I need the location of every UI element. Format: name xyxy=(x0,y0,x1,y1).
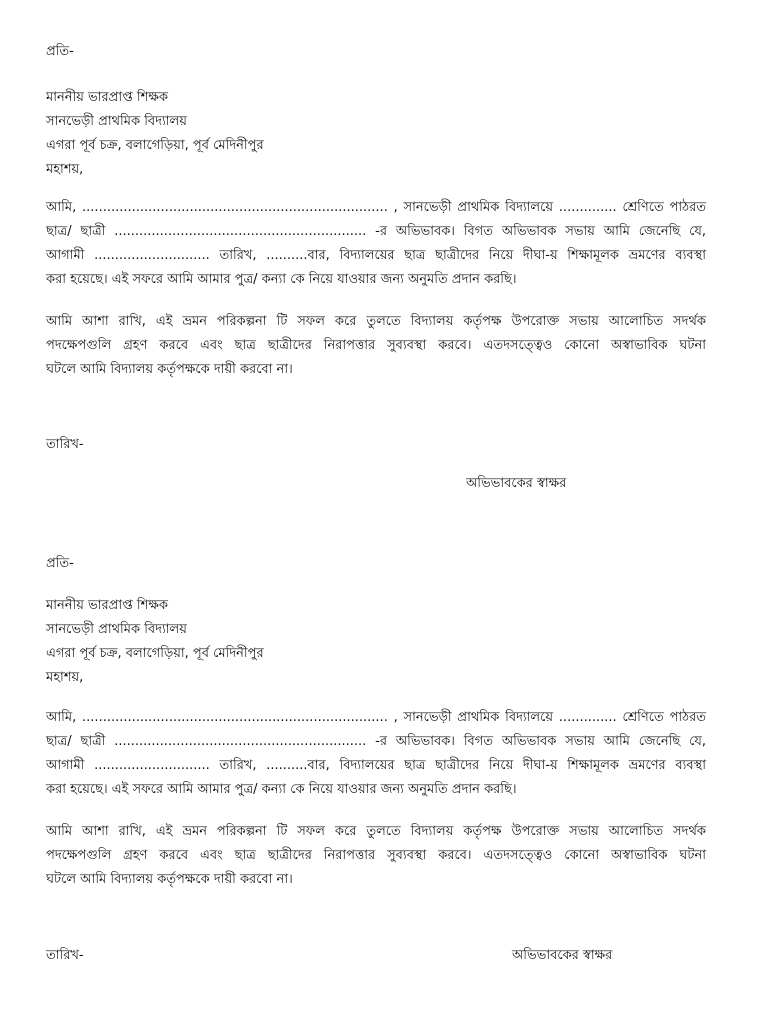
date-label: তারিখ- xyxy=(46,437,84,452)
address-line: সানভেড়ী প্রাথমিক বিদ্যালয় xyxy=(46,114,187,129)
address-line: মাননীয় ভারপ্রাপ্ত শিক্ষক xyxy=(46,90,168,105)
paragraph1-line: করা হয়েছে। এই সফরে আমি আমার পুত্র/ কন্যা কে নিয়ে যাওয়ার জন্য অনুমতি প্রদান করছি। xyxy=(46,782,517,797)
paragraph2-line: আমি আশা রাখি, এই ভ্রমন পরিকল্পনা টি সফল করে তুলতে বিদ্যালয় কর্তৃপক্ষ উপরোক্ত সভায় আলোচিত সদর্থক xyxy=(46,824,706,839)
date-label: তারিখ- xyxy=(46,948,84,963)
paragraph2-line: ঘটলে আমি বিদ্যালয় কর্তৃপক্ষকে দায়ী করবো না। xyxy=(46,872,293,887)
paragraph1-line: আগামী ............................ তারিখ, ..........বার, বিদ্যালয়ের ছাত্র ছাত্রীদের নিয়ে দীঘা-য় শিক্ষামূলক ভ্রমণের ব্যবস্থা xyxy=(46,248,706,263)
to-label: প্রতি- xyxy=(46,44,74,59)
paragraph1-line: আগামী ............................ তারিখ, ..........বার, বিদ্যালয়ের ছাত্র ছাত্রীদের নিয়ে দীঘা-য় শিক্ষামূলক ভ্রমণের ব্যবস্থা xyxy=(46,758,706,773)
address-line: মাননীয় ভারপ্রাপ্ত শিক্ষক xyxy=(46,598,168,613)
salutation: মহাশয়, xyxy=(46,162,84,177)
paragraph1-line: করা হয়েছে। এই সফরে আমি আমার পুত্র/ কন্যা কে নিয়ে যাওয়ার জন্য অনুমতি প্রদান করছি। xyxy=(46,272,517,287)
guardian-signature-label: অভিভাবকের স্বাক্ষর xyxy=(466,476,567,491)
paragraph2-line: ঘটলে আমি বিদ্যালয় কর্তৃপক্ষকে দায়ী করবো না। xyxy=(46,362,293,377)
paragraph1-line: আমি, .......................................................................... , সানভেড়ী প্রাথমিক বিদ্যালয়ে .............. শ্রেণিতে পাঠরত xyxy=(46,710,706,725)
paragraph1-line: ছাত্র/ ছাত্রী ............................................................. -র অভিভাবক। বিগত অভিভাবক সভায় আমি জেনেছি যে, xyxy=(46,734,706,749)
guardian-signature-label: অভিভাবকের স্বাক্ষর xyxy=(512,948,613,963)
paragraph2-line: পদক্ষেপগুলি গ্রহণ করবে এবং ছাত্র ছাত্রীদের নিরাপত্তার সুব্যবস্থা করবে। এতদসত্ত্বেও কোনো অস্বাভাবিক ঘটনা xyxy=(46,848,706,863)
address-line: এগরা পূর্ব চক্র, বলাগেড়িয়া, পূর্ব মেদিনীপুর xyxy=(46,138,264,153)
paragraph1-line: ছাত্র/ ছাত্রী ............................................................. -র অভিভাবক। বিগত অভিভাবক সভায় আমি জেনেছি যে, xyxy=(46,224,706,239)
address-line: সানভেড়ী প্রাথমিক বিদ্যালয় xyxy=(46,622,187,637)
address-line: এগরা পূর্ব চক্র, বলাগেড়িয়া, পূর্ব মেদিনীপুর xyxy=(46,646,264,661)
paragraph1-line: আমি, .......................................................................... , সানভেড়ী প্রাথমিক বিদ্যালয়ে .............. শ্রেণিতে পাঠরত xyxy=(46,200,706,215)
salutation: মহাশয়, xyxy=(46,670,84,685)
paragraph2-line: পদক্ষেপগুলি গ্রহণ করবে এবং ছাত্র ছাত্রীদের নিরাপত্তার সুব্যবস্থা করবে। এতদসত্ত্বেও কোনো অস্বাভাবিক ঘটনা xyxy=(46,338,706,353)
paragraph2-line: আমি আশা রাখি, এই ভ্রমন পরিকল্পনা টি সফল করে তুলতে বিদ্যালয় কর্তৃপক্ষ উপরোক্ত সভায় আলোচিত সদর্থক xyxy=(46,314,706,329)
to-label: প্রতি- xyxy=(46,556,74,571)
